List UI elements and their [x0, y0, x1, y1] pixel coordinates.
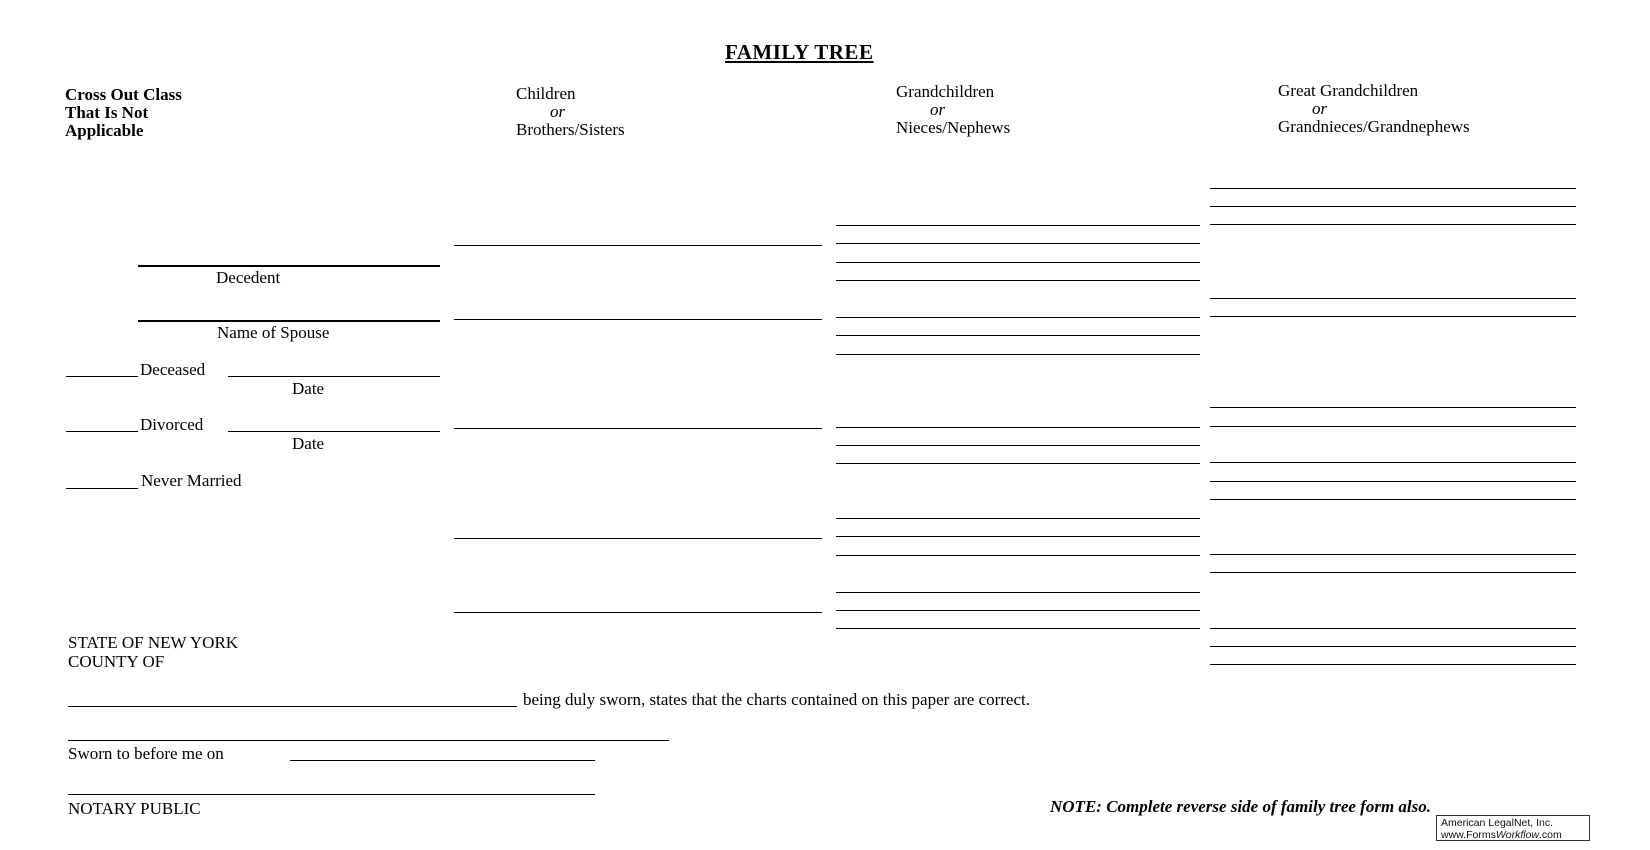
great-grandchild-line[interactable]	[1210, 206, 1576, 207]
great-grandchild-line[interactable]	[1210, 426, 1576, 427]
grandchild-line[interactable]	[836, 354, 1200, 355]
child-line[interactable]	[454, 612, 822, 613]
grandchildren-header-line2: Nieces/Nephews	[896, 118, 1011, 137]
sworn-date-label: Sworn to before me on	[68, 744, 224, 763]
deceased-date-line[interactable]	[228, 376, 440, 377]
great-grandchild-line[interactable]	[1210, 628, 1576, 629]
website-italic: Workflow	[1495, 829, 1540, 841]
great-grandchild-line[interactable]	[1210, 499, 1576, 500]
great-grandchildren-header-or: or	[1312, 99, 1328, 118]
great-grandchild-line[interactable]	[1210, 646, 1576, 647]
never-married-checkbox-line[interactable]	[66, 488, 138, 489]
spouse-label: Name of Spouse	[217, 323, 330, 342]
great-grandchildren-column-header	[1278, 82, 1470, 136]
grandchild-line[interactable]	[836, 592, 1200, 593]
notary-label: NOTARY PUBLIC	[68, 799, 201, 818]
decedent-label: Decedent	[216, 268, 281, 287]
child-line[interactable]	[454, 538, 822, 539]
page-title: FAMILY TREE	[725, 40, 874, 64]
publisher-badge	[1436, 815, 1590, 841]
grandchild-line[interactable]	[836, 243, 1200, 244]
publisher-website	[1441, 829, 1589, 841]
county-label: COUNTY OF	[68, 652, 165, 671]
grandchild-line[interactable]	[836, 628, 1200, 629]
great-grandchild-line[interactable]	[1210, 554, 1576, 555]
divorced-label: Divorced	[140, 415, 204, 434]
child-line[interactable]	[454, 428, 822, 429]
sworn-date-line[interactable]	[290, 760, 595, 761]
grandchild-line[interactable]	[836, 445, 1200, 446]
great-grandchild-line[interactable]	[1210, 664, 1576, 665]
great-grandchildren-header-line1: Great Grandchildren	[1278, 81, 1419, 100]
grandchildren-header-or: or	[930, 100, 946, 119]
child-line[interactable]	[454, 245, 822, 246]
great-grandchild-line[interactable]	[1210, 572, 1576, 573]
publisher-name: American LegalNet, Inc.	[1441, 817, 1554, 829]
divorced-checkbox-line[interactable]	[66, 431, 138, 432]
instruction-line-2: That Is Not	[65, 103, 149, 122]
great-grandchild-line[interactable]	[1210, 407, 1576, 408]
grandchild-line[interactable]	[836, 610, 1200, 611]
reverse-side-note: NOTE: Complete reverse side of family tree form also.	[1050, 797, 1432, 816]
children-header-line2: Brothers/Sisters	[516, 120, 625, 139]
child-line[interactable]	[454, 319, 822, 320]
grandchildren-column-header	[896, 83, 1010, 137]
website-prefix: www.Forms	[1441, 829, 1496, 841]
great-grandchild-line[interactable]	[1210, 188, 1576, 189]
great-grandchild-line[interactable]	[1210, 298, 1576, 299]
grandchild-line[interactable]	[836, 335, 1200, 336]
instruction-line-1: Cross Out Class	[65, 85, 182, 104]
deceased-date-label: Date	[292, 379, 325, 398]
decedent-name-line[interactable]	[138, 265, 440, 267]
grandchild-line[interactable]	[836, 536, 1200, 537]
children-column-header	[516, 85, 625, 139]
grandchild-line[interactable]	[836, 225, 1200, 226]
grandchild-line[interactable]	[836, 280, 1200, 281]
grandchild-line[interactable]	[836, 555, 1200, 556]
state-label: STATE OF NEW YORK	[68, 633, 239, 652]
spouse-name-line[interactable]	[138, 320, 440, 322]
grandchild-line[interactable]	[836, 317, 1200, 318]
never-married-label: Never Married	[141, 471, 242, 490]
children-header-or: or	[550, 102, 566, 121]
grandchildren-header-line1: Grandchildren	[896, 82, 995, 101]
great-grandchild-line[interactable]	[1210, 481, 1576, 482]
grandchild-line[interactable]	[836, 518, 1200, 519]
divorced-date-line[interactable]	[228, 431, 440, 432]
affiant-name-line[interactable]	[68, 706, 517, 707]
deceased-label: Deceased	[140, 360, 206, 379]
deceased-checkbox-line[interactable]	[66, 376, 138, 377]
affiant-signature-line[interactable]	[68, 740, 669, 741]
great-grandchild-line[interactable]	[1210, 224, 1576, 225]
sworn-statement: being duly sworn, states that the charts contained on this paper are correct.	[523, 690, 1030, 709]
grandchild-line[interactable]	[836, 463, 1200, 464]
website-suffix: .com	[1539, 829, 1562, 841]
great-grandchildren-header-line2: Grandnieces/Grandnephews	[1278, 117, 1470, 136]
great-grandchild-line[interactable]	[1210, 462, 1576, 463]
instruction-header	[65, 86, 182, 140]
instruction-line-3: Applicable	[65, 121, 144, 140]
great-grandchild-line[interactable]	[1210, 316, 1576, 317]
notary-signature-line[interactable]	[68, 794, 595, 795]
children-header-line1: Children	[516, 84, 576, 103]
grandchild-line[interactable]	[836, 427, 1200, 428]
divorced-date-label: Date	[292, 434, 325, 453]
grandchild-line[interactable]	[836, 262, 1200, 263]
